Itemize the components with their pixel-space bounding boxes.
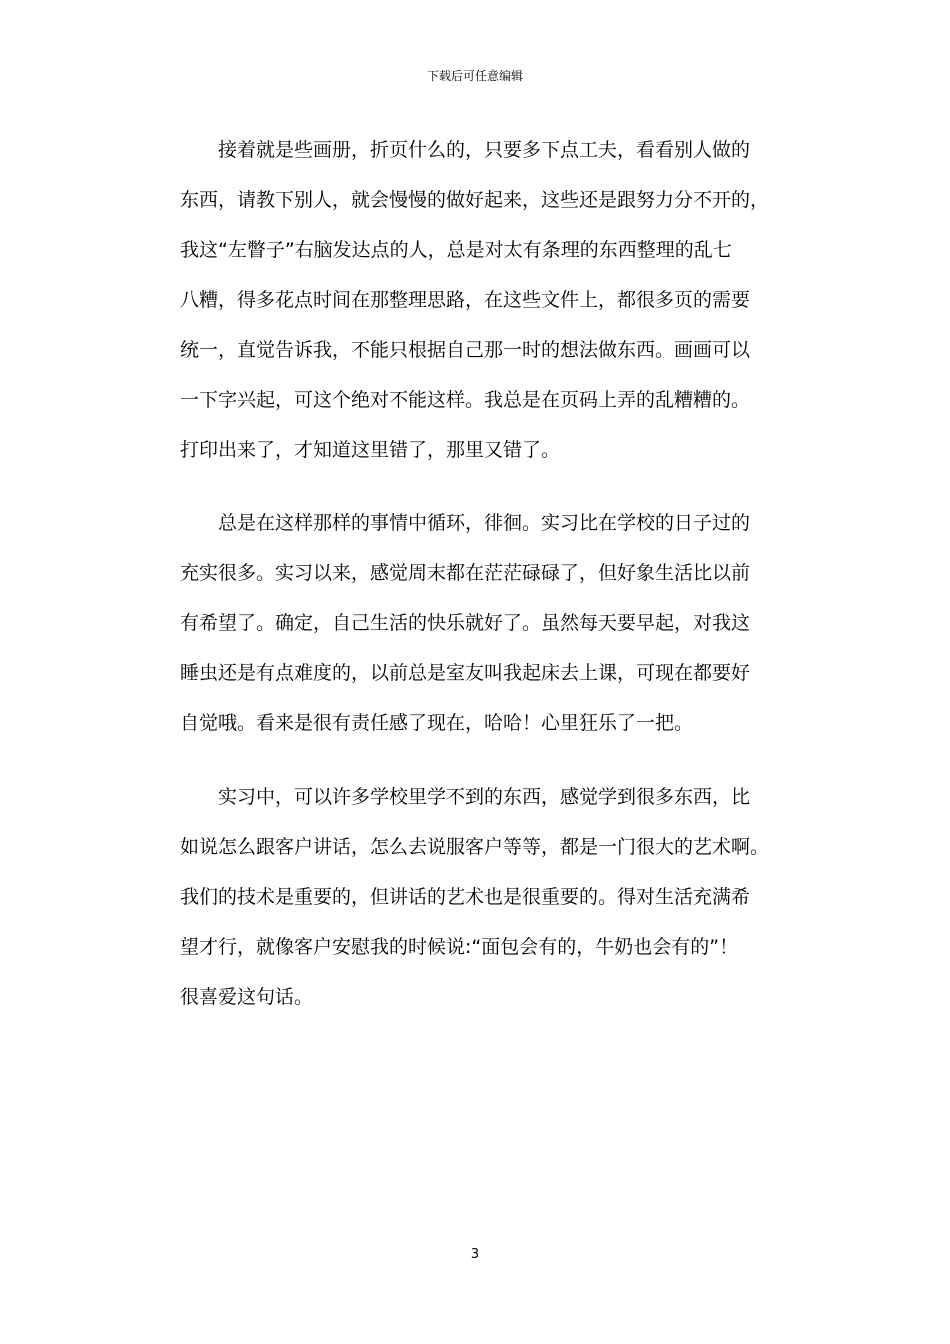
page-header: 下载后可任意编辑 (426, 69, 523, 83)
paragraph-line: 统一，直觉告诉我，不能只根据自己那一时的想法做东西。画画可以 (180, 339, 751, 361)
paragraph-line: 我这“左瞥子”右脑发达点的人，总是对太有条理的东西整理的乱七 (180, 239, 732, 261)
paragraph-line: 自觉哦。看来是很有责任感了现在，哈哈！心里狂乐了一把。 (180, 712, 694, 734)
paragraph-line: 总是在这样那样的事情中循环，徘徊。实习比在学校的日子过的 (218, 512, 751, 534)
paragraph-line: 睡虫还是有点难度的，以前总是室友叫我起床去上课，可现在都要好 (180, 662, 751, 684)
paragraph-line: 如说怎么跟客户讲话，怎么去说服客户等等，都是一门很大的艺术啊。 (180, 836, 770, 858)
paragraph-line: 望才行，就像客户安慰我的时候说:“面包会有的，牛奶也会有的”！ (180, 936, 739, 958)
paragraph-line: 八糟，得多花点时间在那整理思路，在这些文件上，都很多页的需要 (180, 289, 751, 311)
paragraph-line: 我们的技术是重要的，但讲话的艺术也是很重要的。得对生活充满希 (180, 886, 751, 908)
paragraph-line: 一下字兴起，可这个绝对不能这样。我总是在页码上弄的乱糟糟的。 (180, 389, 751, 411)
paragraph-line: 打印出来了，才知道这里错了，那里又错了。 (180, 439, 561, 461)
paragraph-line: 东西，请教下别人，就会慢慢的做好起来，这些还是跟努力分不开的， (180, 189, 770, 211)
paragraph-line: 实习中，可以许多学校里学不到的东西，感觉学到很多东西，比 (218, 786, 751, 808)
paragraph-line: 有希望了。确定，自己生活的快乐就好了。虽然每天要早起，对我这 (180, 612, 751, 634)
paragraph-line: 很喜爱这句话。 (180, 986, 314, 1008)
paragraph-line: 充实很多。实习以来，感觉周末都在茫茫碌碌了，但好象生活比以前 (180, 562, 751, 584)
paragraph-line: 接着就是些画册，折页什么的，只要多下点工夫，看看别人做的 (218, 139, 751, 161)
page-number: 3 (470, 1247, 480, 1262)
